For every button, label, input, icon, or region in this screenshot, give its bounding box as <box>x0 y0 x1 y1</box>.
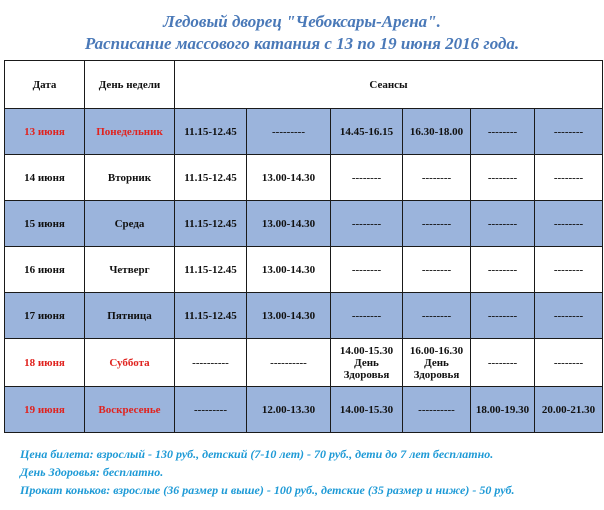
ticket-price-note: Цена билета: взрослый - 130 руб., детский (7-10 лет) - 70 руб., дети до 7 лет бесплатно. <box>20 447 494 461</box>
date-cell: 16 июня <box>5 247 85 293</box>
table-row <box>5 155 603 201</box>
session-cell: --------- <box>175 387 247 433</box>
session-cell: -------- <box>535 155 603 201</box>
table-row <box>5 293 603 339</box>
session-cell: -------- <box>535 339 603 387</box>
session-cell: -------- <box>331 155 403 201</box>
table-row <box>5 387 603 433</box>
session-cell: ---------- <box>175 339 247 387</box>
session-cell: 12.00-13.30 <box>247 387 331 433</box>
session-cell: 11.15-12.45 <box>175 155 247 201</box>
session-cell: -------- <box>331 201 403 247</box>
session-cell: 14.45-16.15 <box>331 109 403 155</box>
date-cell: 18 июня <box>5 339 85 387</box>
session-cell: -------- <box>471 247 535 293</box>
session-cell: 11.15-12.45 <box>175 109 247 155</box>
session-cell: -------- <box>331 293 403 339</box>
session-cell: ---------- <box>247 339 331 387</box>
weekday-cell: Вторник <box>85 155 175 201</box>
session-cell: -------- <box>471 339 535 387</box>
table-row <box>5 247 603 293</box>
date-cell: 19 июня <box>5 387 85 433</box>
header-date: Дата <box>5 61 85 109</box>
table-row <box>5 339 603 387</box>
session-cell: -------- <box>535 247 603 293</box>
schedule-table <box>4 60 603 433</box>
session-cell: -------- <box>471 109 535 155</box>
skate-rental-note: Прокат коньков: взрослые (36 размер и выше) - 100 руб., детские (35 размер и ниже) - 50 руб. <box>20 483 515 497</box>
session-cell: -------- <box>535 201 603 247</box>
session-cell: -------- <box>471 293 535 339</box>
weekday-cell: Пятница <box>85 293 175 339</box>
header-weekday: День недели <box>85 61 175 109</box>
session-cell: 13.00-14.30 <box>247 293 331 339</box>
session-cell: 18.00-19.30 <box>471 387 535 433</box>
weekday-cell: Воскресенье <box>85 387 175 433</box>
session-cell: ---------- <box>403 387 471 433</box>
session-cell: -------- <box>535 293 603 339</box>
session-cell: 13.00-14.30 <box>247 201 331 247</box>
session-cell: 16.30-18.00 <box>403 109 471 155</box>
session-cell: 14.00-15.30 <box>331 387 403 433</box>
session-cell: -------- <box>403 201 471 247</box>
session-cell: 13.00-14.30 <box>247 247 331 293</box>
page-subtitle: Расписание массового катания с 13 по 19 июня 2016 года. <box>84 34 520 53</box>
session-cell: 14.00-15.30 День Здоровья <box>331 339 403 387</box>
weekday-cell: Понедельник <box>85 109 175 155</box>
session-cell: -------- <box>403 293 471 339</box>
health-day-note: День Здоровья: бесплатно. <box>20 465 164 479</box>
session-cell: -------- <box>535 109 603 155</box>
weekday-cell: Среда <box>85 201 175 247</box>
session-cell: 11.15-12.45 <box>175 247 247 293</box>
page-title: Ледовый дворец "Чебоксары-Арена". <box>163 12 441 31</box>
date-cell: 17 июня <box>5 293 85 339</box>
session-cell: 11.15-12.45 <box>175 293 247 339</box>
header-sessions: Сеансы <box>175 61 603 109</box>
date-cell: 15 июня <box>5 201 85 247</box>
date-cell: 14 июня <box>5 155 85 201</box>
session-cell: -------- <box>331 247 403 293</box>
session-cell: 16.00-16.30 День Здоровья <box>403 339 471 387</box>
weekday-cell: Суббота <box>85 339 175 387</box>
table-row <box>5 109 603 155</box>
session-cell: 13.00-14.30 <box>247 155 331 201</box>
session-cell: -------- <box>471 155 535 201</box>
table-row <box>5 201 603 247</box>
session-cell: 11.15-12.45 <box>175 201 247 247</box>
session-cell: -------- <box>403 155 471 201</box>
session-cell: -------- <box>403 247 471 293</box>
weekday-cell: Четверг <box>85 247 175 293</box>
session-cell: --------- <box>247 109 331 155</box>
session-cell: 20.00-21.30 <box>535 387 603 433</box>
date-cell: 13 июня <box>5 109 85 155</box>
session-cell: -------- <box>471 201 535 247</box>
